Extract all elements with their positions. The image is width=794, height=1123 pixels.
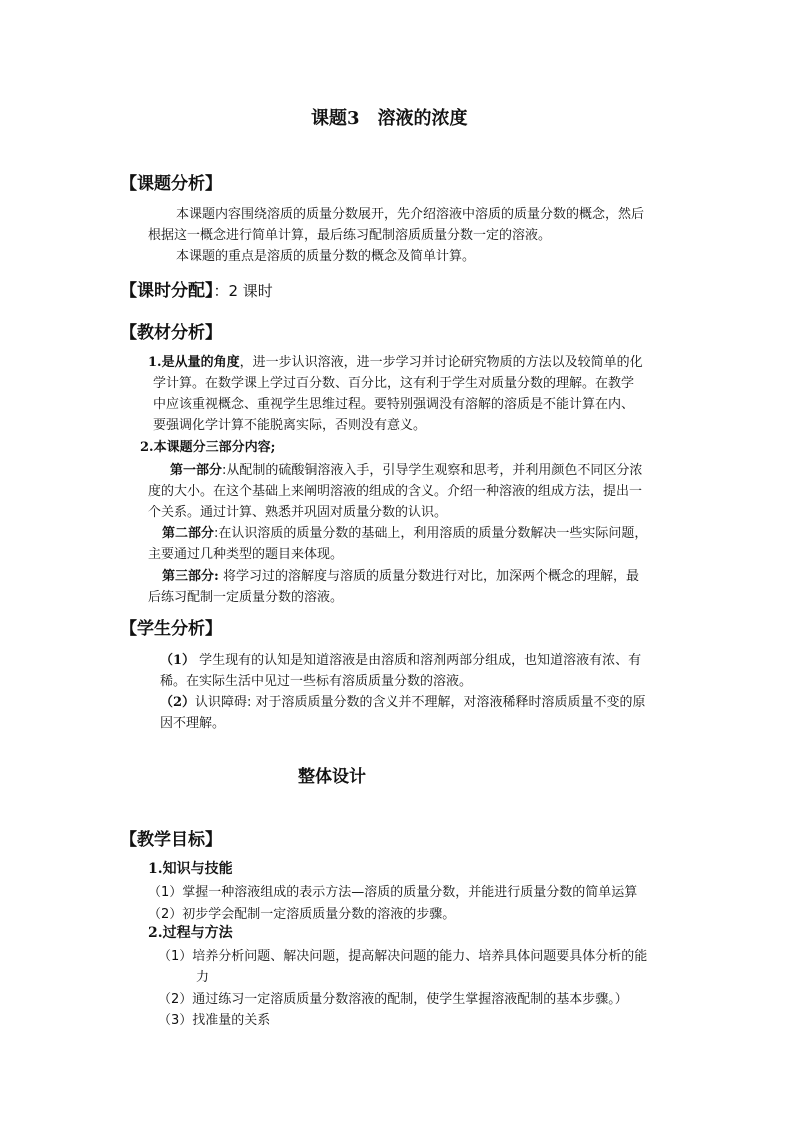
paragraph-line: 后练习配制一定质量分数的溶液。 — [148, 590, 344, 605]
paragraph-line: 度的大小。在这个基础上来阐明溶液的组成的含义。介绍一种溶液的组成方法，提出一 — [148, 484, 643, 499]
section-heading-topic-analysis: 【课题分析】 — [120, 174, 222, 194]
paragraph-line: 个关系。通过计算、熟悉并巩固对质量分数的认识。 — [148, 505, 448, 520]
part-label: 第三部分: — [162, 569, 219, 584]
point-lead: 2.本课题分三部分内容; — [140, 440, 276, 455]
page-title: 课题3 溶液的浓度 — [311, 108, 468, 129]
paragraph-line: 本课题的重点是溶质的质量分数的概念及简单计算。 — [176, 249, 476, 264]
section-heading-period: 【课时分配】 — [120, 281, 214, 301]
paragraph-line: （2）认识障碍: 对于溶质质量分数的含义并不理解，对溶液稀释时溶质质量不变的原 — [160, 695, 646, 710]
section-heading-student-analysis: 【学生分析】 — [120, 619, 222, 639]
part-label: 第一部分 — [170, 463, 223, 478]
paragraph-line: 要强调化学计算不能脱离实际，否则没有意义。 — [153, 418, 427, 433]
goal-heading: 1.知识与技能 — [148, 861, 233, 877]
paragraph-line: 第二部分:在认识溶质的质量分数的基础上，利用溶质的质量分数解决一些实际问题， — [162, 526, 648, 541]
period-value: ：2 课时 — [213, 282, 273, 300]
part-label: 第二部分 — [162, 526, 215, 541]
goal-heading: 2.过程与方法 — [148, 925, 233, 941]
paragraph-line: 本课题内容围绕溶质的质量分数展开，先介绍溶液中溶质的质量分数的概念，然后 — [176, 207, 645, 222]
paragraph-line: 1.是从量的角度，进一步认识溶液，进一步学习并讨论研究物质的方法以及较简单的化 — [148, 355, 643, 370]
goal-item: （1）培养分析问题、解决问题，提高解决问题的能力、培养具体问题要具体分析的能 — [158, 949, 648, 964]
goal-item: （2）通过练习一定溶质质量分数溶液的配制，使学生掌握溶液配制的基本步骤。） — [158, 992, 628, 1007]
paragraph-line: 主要通过几种类型的题目来体现。 — [148, 547, 344, 562]
paragraph-line: 稀。在实际生活中见过一些标有溶质质量分数的溶液。 — [160, 674, 473, 689]
section-heading-textbook-analysis: 【教材分析】 — [120, 323, 222, 343]
section-heading-teaching-goals: 【教学目标】 — [120, 830, 222, 850]
point-lead: 1.是从量的角度 — [148, 355, 240, 370]
goal-item: （2）初步学会配制一定溶质质量分数的溶液的步骤。 — [148, 907, 456, 922]
goal-item: 力 — [196, 970, 210, 985]
paragraph-line: 第三部分: 将学习过的溶解度与溶质的质量分数进行对比，加深两个概念的理解，最 — [162, 569, 639, 584]
paragraph-line: 学计算。在数学课上学过百分数、百分比，这有利于学生对质量分数的理解。在教学 — [153, 376, 635, 391]
paragraph-line: 因不理解。 — [160, 716, 226, 731]
item-label: （1） — [160, 653, 196, 668]
goal-item: （3）找准量的关系 — [158, 1013, 271, 1028]
paragraph-line: 中应该重视概念、重视学生思维过程。要特别强调没有溶解的溶质是不能计算在内、 — [153, 397, 635, 412]
section-title-overall-design: 整体设计 — [298, 767, 366, 787]
period-row — [120, 276, 273, 301]
item-label: （2） — [160, 695, 196, 710]
paragraph-line: （1） 学生现有的认知是知道溶液是由溶质和溶剂两部分组成，也知道溶液有浓、有 — [160, 653, 642, 668]
paragraph-line: 根据这一概念进行简单计算，最后练习配制溶质质量分数一定的溶液。 — [148, 228, 552, 243]
goal-item: （1）掌握一种溶液组成的表示方法—溶质的质量分数，并能进行质量分数的简单运算 — [148, 885, 638, 900]
paragraph-line: 第一部分:从配制的硫酸铜溶液入手，引导学生观察和思考，并利用颜色不同区分浓 — [170, 463, 643, 478]
